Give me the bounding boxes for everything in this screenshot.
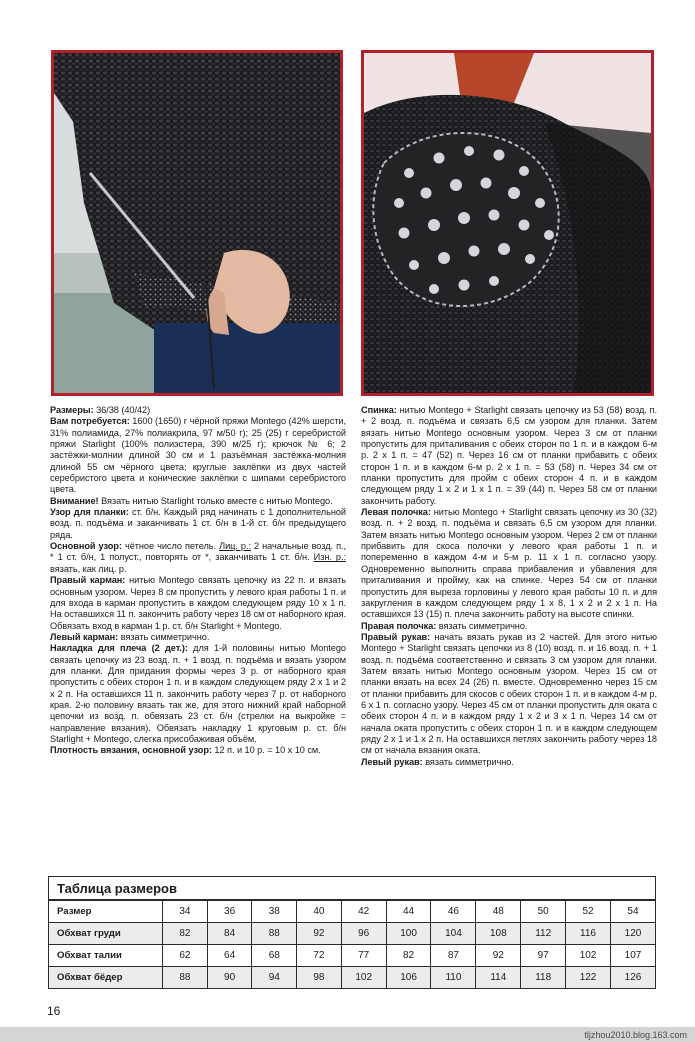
table-cell: 88 [163, 967, 208, 989]
studded-shoulder-illustration [364, 53, 651, 393]
table-cell: 72 [297, 945, 342, 967]
shoulder-patch-label: Накладка для плеча (2 дет.): [50, 643, 188, 654]
size-table-title-row [49, 877, 656, 901]
left-front-text: нитью Montego + Starlight связать цепочку из 30 (32) возд. п. + 2 возд. п. подъёма и связать 6,5 см узором для планки. Затем вязать нитью Montego основным узором. Через 2 см от планки прибавить для скоса полочки у левого края работы 1 п. и попеременно в каждом 4-м и 5-м р. 11 х 1 п. согласно узору. Одновременно выполнить справа прибавления и убавления для приталивания и пройму, как на спинке. Через 54 см от планки пропустить для выреза горловины у левого края работы 10 п. и для закругления в каждом следующем ряду 1 х 8, 1 х 2 и 2 х 1 п. На оставшихся 13 (15) п. плеча закончить работу на высоте спинки. [361, 507, 657, 620]
attention-paragraph [50, 496, 346, 507]
table-cell: 38 [252, 900, 297, 923]
row-label-size: Размер [49, 900, 163, 923]
back-label: Спинка: [361, 405, 397, 415]
sizes-value: 36/38 (40/42) [96, 405, 151, 415]
main-pattern-text-2: 2 начальные возд. п., * 1 ст. б/н, 1 полуст., повторять от *, заканчивать 1 ст. б/н. [50, 541, 347, 563]
right-pocket-label: Правый карман: [50, 575, 126, 586]
row-label-waist: Обхват талии [49, 945, 163, 967]
right-front-text: вязать симметрично. [438, 620, 528, 631]
right-front-paragraph [361, 621, 657, 632]
table-cell: 100 [386, 923, 431, 945]
table-cell: 98 [297, 967, 342, 989]
right-front-label: Правая полочка: [361, 620, 437, 631]
row-label-hips: Обхват бёдер [49, 967, 163, 989]
table-cell: 94 [252, 967, 297, 989]
table-cell: 107 [610, 945, 655, 967]
table-cell: 87 [431, 945, 476, 967]
table-cell: 92 [476, 945, 521, 967]
sizes-paragraph [50, 405, 346, 416]
table-cell: 82 [163, 923, 208, 945]
table-cell: 102 [566, 945, 611, 967]
table-cell: 102 [341, 967, 386, 989]
main-pattern-text-1: чётное число петель. [124, 541, 217, 552]
left-sleeve-text: вязать симметрично. [425, 756, 514, 767]
table-cell: 92 [297, 923, 342, 945]
back-paragraph [361, 405, 657, 507]
size-table-row-size [49, 900, 656, 923]
right-sleeve-paragraph [361, 632, 657, 757]
table-cell: 122 [566, 967, 611, 989]
band-pattern-label: Узор для планки: [50, 507, 129, 518]
table-cell: 62 [163, 945, 208, 967]
table-cell: 112 [521, 923, 566, 945]
wrong-side-row-label: Изн. р.: [313, 552, 346, 563]
table-cell: 90 [207, 967, 252, 989]
right-sleeve-text: начать вязать рукав из 2 частей. Для этого нитью Montego + Starlight связать цепочки из 8 (10) возд. п. и 16 возд. п. + 1 возд. п. подъёма соответственно и связать 3 см узором для планки. Затем вязать нитью Montego основным узором. Через 15 см от планки вязать на всех 24 (26) п. вместе. Одновременно через 15 см от планки прибавить для скосов с обеих сторон 1 п. и в каждом 4-м р. 6 х 1 п. согласно узору. Через 45 см от планки пропустить для оката с обеих сторон 4 п. и в каждом ряду 1 х 2 и 3 х 1 п. Через 14 см от начала оката пропустить с обеих сторон 1 п. и в каждом следующем ряду 2 х 1 и 1 х 2 п. На оставшихся петлях закончить работу через 18 см от начала вязания оката. [361, 631, 657, 756]
watermark: tljzhou2010.blog.163.com [584, 1030, 687, 1040]
table-cell: 44 [386, 900, 431, 923]
table-cell: 50 [521, 900, 566, 923]
table-cell: 88 [252, 923, 297, 945]
right-sleeve-label: Правый рукав: [361, 631, 431, 642]
table-cell: 36 [207, 900, 252, 923]
left-sleeve-paragraph [361, 757, 657, 768]
table-cell: 84 [207, 923, 252, 945]
materials-paragraph [50, 416, 346, 495]
left-pocket-label: Левый карман: [50, 631, 119, 642]
table-cell: 40 [297, 900, 342, 923]
instructions-right-column [361, 405, 657, 768]
right-side-row-label: Лиц. р.: [219, 541, 251, 552]
table-cell: 46 [431, 900, 476, 923]
left-pocket-paragraph [50, 632, 346, 643]
table-cell: 116 [566, 923, 611, 945]
table-cell: 48 [476, 900, 521, 923]
size-table-row-waist [49, 945, 656, 967]
table-cell: 77 [341, 945, 386, 967]
table-cell: 34 [163, 900, 208, 923]
table-cell: 97 [521, 945, 566, 967]
band-pattern-text: ст. б/н. Каждый ряд начинать с 1 дополнительной возд. п. подъёма и заканчивать 1 ст. б/н в 1-й ст. б/н предыдущего ряда. [50, 507, 346, 540]
table-cell: 120 [610, 923, 655, 945]
left-front-label: Левая полочка: [361, 507, 431, 518]
table-cell: 106 [386, 967, 431, 989]
right-pocket-text: нитью Montego связать цепочку из 22 п. и вязать основным узором. Через 8 см пропустить у левого края работы 1 п. и для входа в карман пропустить в каждом следующем ряду 10 х 1 п. На оставшихся 11 п. закончить работу через 18 см от наборного края. Обвязать вход в карман 1 р. ст. б/н Starlight + Montego. [50, 575, 346, 631]
instructions-left-column [50, 405, 346, 757]
table-cell: 126 [610, 967, 655, 989]
row-label-chest: Обхват груди [49, 923, 163, 945]
jacket-pocket-illustration [54, 53, 340, 393]
photo-shoulder-studs [361, 50, 654, 396]
size-table [48, 876, 656, 989]
attention-text: Вязать нитью Starlight только вместе с нитью Montego. [101, 495, 333, 506]
page-number: 16 [47, 1004, 61, 1018]
left-pocket-text: вязать симметрично. [120, 631, 210, 642]
materials-label: Вам потребуется: [50, 416, 130, 427]
shoulder-patch-text: для 1-й половины нитью Montego связать цепочку из 23 возд. п. + 1 возд. п. подъёма и вязать узором для планки. Для придания формы через 3 р. от наборного края пропустить с обеих сторон 1 п. и в каждом следующем ряду 2 х 1 и 2 х 2 п. На оставшихся 11 п. закончить работу через 7 р. от наборного края. 2-ю половину вязать так же, для этого нижний край наборной цепочки из возд. п. обвязать 23 ст. б/н (стрелки на выкройке = направление вязания). Обвязать накладку 1 круговым р. ст. б/н Starlight + Montego, слегка присобаживая объём. [50, 643, 346, 744]
table-cell: 104 [431, 923, 476, 945]
table-cell: 54 [610, 900, 655, 923]
left-front-paragraph [361, 507, 657, 620]
sizes-label: Размеры: [50, 405, 94, 415]
main-pattern-label: Основной узор: [50, 541, 122, 552]
table-cell: 96 [341, 923, 386, 945]
size-table-row-hips [49, 967, 656, 989]
table-cell: 68 [252, 945, 297, 967]
size-table-title: Таблица размеров [49, 877, 656, 901]
right-pocket-paragraph [50, 575, 346, 632]
gauge-label: Плотность вязания, основной узор: [50, 745, 212, 756]
gauge-paragraph [50, 745, 346, 756]
table-cell: 52 [566, 900, 611, 923]
table-cell: 118 [521, 967, 566, 989]
photo-jacket-pocket [51, 50, 343, 396]
attention-label: Внимание! [50, 495, 99, 506]
main-pattern-text-3: вязать, как лиц. р. [50, 563, 127, 574]
gauge-text: 12 п. и 10 р. = 10 х 10 см. [214, 745, 321, 756]
table-cell: 82 [386, 945, 431, 967]
table-cell: 42 [341, 900, 386, 923]
left-sleeve-label: Левый рукав: [361, 756, 423, 767]
table-cell: 64 [207, 945, 252, 967]
materials-text: 1600 (1650) г чёрной пряжи Montego (42% шерсти, 31% полиамида, 27% полиакрила, 97 м/50 г); 25 (25) г серебристой пряжи Starlight (100% полиэстера, 390 м/25 г); крючок № 6; 2 застёжки-молнии длиной 30 см и 1 разъёмная застёжка-молния длиной 55 см чёрного цвета; круглые заклёпки из двух частей серебристого цвета и конические заклёпки с шипами серебристого цвета. [50, 416, 347, 495]
size-table-row-chest [49, 923, 656, 945]
back-text: нитью Montego + Starlight связать цепочку из 53 (58) возд. п. + 2 возд. п. подъёма и связать 6,5 см узором для планки. Затем вязать нитью Montego основным узором. Через 3 см от планки пропустить для приталивания с обеих сторон по 1 п. и в каждом 6-м р. 2 х 1 п. = 47 (52) п. Через 16 см от планки прибавить с обеих сторон 1 п. и в каждом 6-м р. 2 х 1 п. = 53 (58) п. Через 34 см от планки пропустить для пройм с обеих сторон 4 п. и в каждом следующем ряду 1 х 2 и 1 х 1 п. = 39 (44) п. Через 58 см от планки закончить работу. [361, 405, 657, 506]
main-pattern-paragraph [50, 541, 346, 575]
shoulder-patch-paragraph [50, 643, 346, 745]
table-cell: 110 [431, 967, 476, 989]
table-cell: 114 [476, 967, 521, 989]
table-cell: 108 [476, 923, 521, 945]
band-pattern-paragraph [50, 507, 346, 541]
